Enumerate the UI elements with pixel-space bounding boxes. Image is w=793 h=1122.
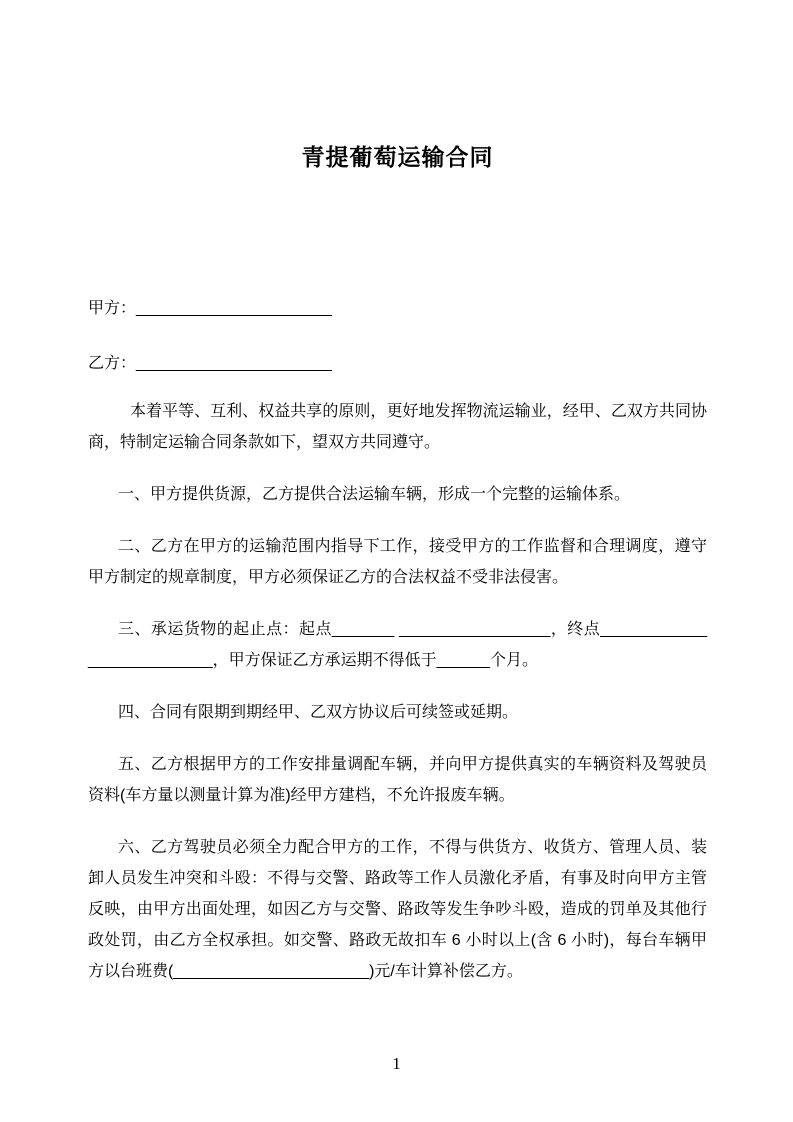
party-b-blank-field: ______________________	[136, 355, 332, 372]
intro-paragraph: 本着平等、互利、权益共享的原则，更好地发挥物流运输业，经甲、乙双方共同协商，特制定运输合同条款如下，望双方共同遵守。	[88, 403, 707, 451]
party-b-label: 乙方：	[88, 355, 137, 372]
page-number: 1	[392, 1054, 401, 1073]
clause-6: 六、乙方驾驶员必须全力配合甲方的工作，不得与供货方、收货方、管理人员、装卸人员发生冲突和斗殴：不得与交警、路政等工作人员激化矛盾，有事及时向甲方主管反映，由甲方出面处理，如因乙方与交警、路政等发生争吵斗殴，造成的罚单及其他行政处罚，由乙方全权承担。如交警、路政无故扣车 6 小时以上(含 6 小时)，每台车辆甲方以台班费(______________________)元/车计算补偿乙方。	[88, 839, 707, 980]
party-a-blank-field: ______________________	[136, 300, 332, 317]
document-title: 青提葡萄运输合同	[301, 144, 494, 170]
party-block	[88, 293, 707, 379]
party-a-line	[88, 293, 707, 324]
clause-3: 三、承运货物的起止点：起点_______ _________________，终点__________________________，甲方保证乙方承运期不得低于______个月。	[88, 621, 707, 669]
clause-5: 五、乙方根据甲方的工作安排量调配车辆，并向甲方提供真实的车辆资料及驾驶员资料(车方量以测量计算为准)经甲方建档，不允许报废车辆。	[88, 756, 707, 804]
clause-2: 二、乙方在甲方的运输范围内指导下工作，接受甲方的工作监督和合理调度，遵守甲方制定的规章制度，甲方必须保证乙方的合法权益不受非法侵害。	[88, 538, 707, 586]
party-a-label: 甲方：	[88, 300, 137, 317]
party-b-line	[88, 348, 707, 379]
clause-1: 一、甲方提供货源，乙方提供合法运输车辆，形成一个完整的运输体系。	[118, 486, 631, 503]
clause-4: 四、合同有限期到期经甲、乙双方协议后可续签或延期。	[118, 704, 519, 721]
